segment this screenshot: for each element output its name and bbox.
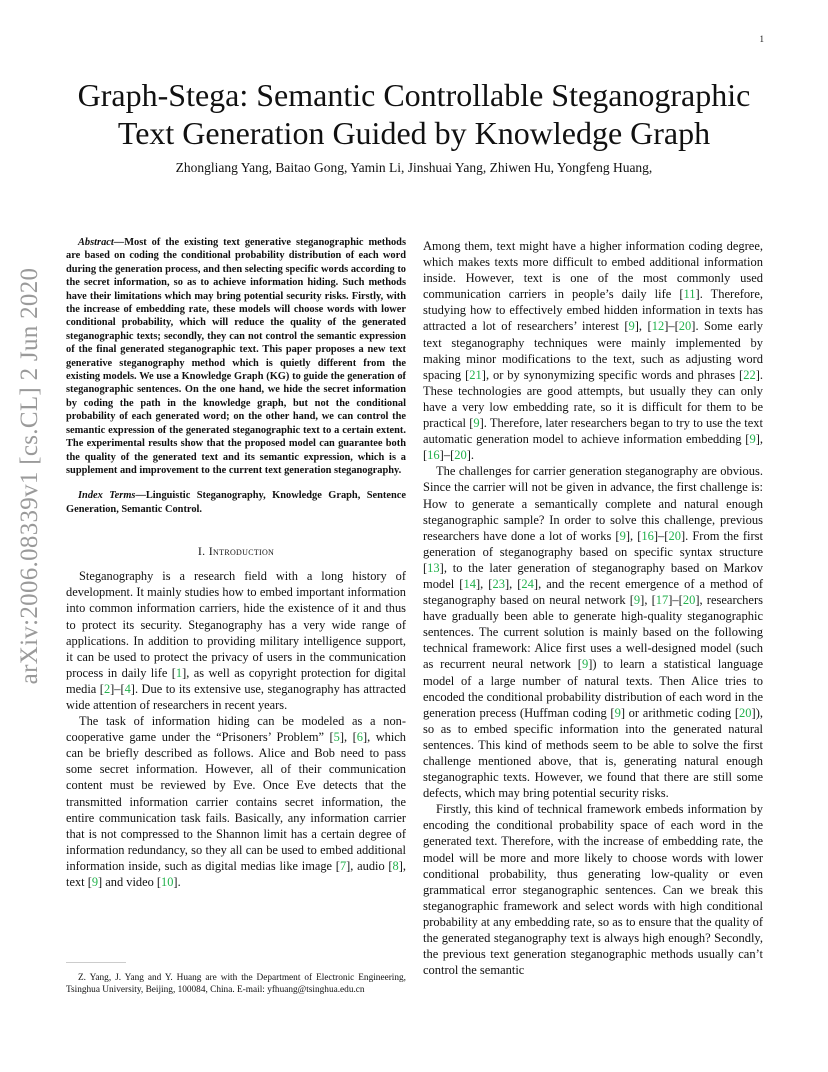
- citation-link[interactable]: 10: [161, 875, 174, 889]
- citation-link[interactable]: 13: [427, 560, 440, 575]
- body-paragraph: [423, 463, 763, 801]
- citation-link[interactable]: 21: [469, 367, 482, 382]
- citation-bracket: [: [469, 416, 474, 431]
- citation-bracket: [: [610, 705, 615, 720]
- citation-bracket: [: [156, 875, 162, 889]
- citation-link[interactable]: 1: [175, 665, 183, 680]
- citation-bracket: ]: [130, 681, 135, 696]
- citation-link[interactable]: 23: [492, 576, 505, 591]
- citation-link[interactable]: 17: [655, 593, 669, 608]
- arxiv-identifier: arXiv:2006.08339v1 [cs.CL] 2 Jun 2020: [16, 267, 43, 685]
- citation-bracket: ]–[: [439, 448, 455, 463]
- right-body-text: [423, 238, 763, 978]
- page-number: 1: [759, 34, 764, 44]
- citation-link[interactable]: 9: [473, 416, 480, 431]
- citation-bracket: [: [388, 858, 393, 873]
- citation-bracket: [: [459, 576, 464, 591]
- author-list: Zhongliang Yang, Baitao Gong, Yamin Li, Jinshuai Yang, Zhiwen Hu, Yongfeng Huang,: [175, 160, 653, 175]
- citation-link[interactable]: 9: [614, 705, 621, 720]
- citation-link[interactable]: 20: [668, 528, 681, 543]
- left-column: [66, 236, 406, 890]
- citation-bracket: ]–[: [668, 593, 683, 608]
- citation-link[interactable]: 20: [454, 448, 467, 463]
- paragraph-text: .: [470, 448, 475, 463]
- citation-bracket: [: [739, 367, 744, 382]
- index-terms-label: Index Terms: [78, 490, 136, 502]
- citation-bracket: ], [: [625, 528, 642, 543]
- abstract: [66, 236, 406, 477]
- citation-link[interactable]: 20: [682, 593, 696, 608]
- title-line-2: Text Generation Guided by Knowledge Graph: [117, 115, 711, 151]
- citation-link[interactable]: 4: [124, 681, 131, 696]
- citation-bracket: [: [745, 432, 750, 447]
- citation-link[interactable]: 5: [333, 730, 340, 745]
- body-paragraph: [66, 568, 406, 713]
- citation-bracket: ], [: [475, 576, 493, 591]
- citation-link[interactable]: 20: [678, 319, 692, 334]
- citation-bracket: ]: [182, 665, 187, 680]
- abstract-label: Abstract: [78, 237, 114, 248]
- citation-bracket: ], [: [504, 576, 522, 591]
- citation-link[interactable]: 16: [641, 528, 654, 543]
- citation-bracket: ]: [479, 416, 484, 431]
- citation-bracket: ]: [173, 875, 178, 889]
- abstract-text: —Most of the existing text generative steganographic methods are based on coding the conditional probability distribution of each word during the generation process, and then selecting specific words according to the secret information, so as to achieve information hiding. Such methods have their limitations which may bring potential security risks. Firstly, with the increase of embedding rate, these models will choose words with lower conditional probability, which will reduce the quality of the generated steganographic texts; secondly, they can not control the semantic expression of the final generated steganographic text. This paper proposes a new text generative steganography method which is quietly different from the existing models. We use a Knowledge Graph (KG) to guide the generation of steganographic sentences. On the one hand, we hide the secret information by coding the path in the knowledge graph, but not the conditional probability of each generated word; on the other hand, we can control the semantic expression of the generated steganographic text to a certain extent. The experimental results show that the proposed model can guarantee both the quality of the generated text and its semantic expression, which is a supplement and improvement to the current text generation steganography.: [66, 237, 406, 476]
- title-line-1: Graph-Stega: Semantic Controllable Steganographic: [77, 77, 751, 113]
- citation-link[interactable]: 12: [651, 319, 665, 334]
- paragraph-text: . Therefore, later researchers began to try to use the text automatic generation model to achieve information embedding: [423, 416, 764, 447]
- citation-link[interactable]: 9: [749, 432, 756, 447]
- citation-bracket: [: [679, 287, 684, 302]
- citation-link[interactable]: 2: [103, 681, 111, 696]
- index-terms: [66, 489, 406, 516]
- citation-link[interactable]: 22: [743, 367, 756, 382]
- citation-link[interactable]: 14: [463, 576, 476, 591]
- citation-bracket: ]: [620, 705, 625, 720]
- citation-bracket: ]: [751, 705, 756, 720]
- paragraph-text: The challenges for carrier generation steganography are obvious. Since the carrier will not be given in advance, the first challenge is: How to generate a semantically complete and natural enough steganographic sample? In order to solve this challenge, previous researchers have done a lot of works: [423, 464, 763, 543]
- paragraph-text: , or by synonymizing specific words and phrases: [485, 367, 740, 382]
- citation-link[interactable]: 11: [683, 287, 696, 302]
- citation-bracket: ], [: [339, 730, 357, 745]
- section-title: Introduction: [208, 544, 275, 559]
- citation-bracket: [: [615, 528, 620, 543]
- citation-bracket: [: [577, 657, 582, 672]
- citation-bracket: ]: [439, 560, 444, 575]
- body-paragraph: [423, 801, 763, 978]
- citation-bracket: ]: [755, 367, 760, 382]
- citation-link[interactable]: 6: [356, 730, 363, 745]
- paper-title: [0, 76, 828, 152]
- citation-bracket: ]–[: [110, 681, 125, 696]
- citation-link[interactable]: 9: [581, 657, 589, 672]
- paragraph-text: The task of information hiding can be modeled as a non-cooperative game under the “Prisoners’ Problem”: [66, 714, 406, 745]
- body-paragraph: [423, 238, 763, 463]
- left-body-text: [66, 568, 406, 890]
- citation-link[interactable]: 20: [739, 705, 752, 720]
- citation-link[interactable]: 24: [521, 576, 534, 591]
- citation-link[interactable]: 9: [633, 593, 641, 608]
- citation-bracket: ]: [481, 367, 486, 382]
- paragraph-text: . From the first generation of steganography based on specific syntax structure: [423, 528, 764, 559]
- citation-bracket: [: [734, 705, 740, 720]
- citation-link[interactable]: 9: [619, 528, 626, 543]
- paragraph-text: ), so as to embed specific information into the generated natural sentences. This kind of methods seem to be able to solve the first challenge mentioned above, that is, generating natural enough steganographic texts. However, we found that there are still some defects, which may bring potential security risks.: [423, 705, 763, 801]
- citation-bracket: [: [171, 665, 176, 680]
- citation-bracket: ]: [691, 319, 696, 334]
- citation-bracket: ]: [588, 657, 593, 672]
- citation-bracket: [: [624, 319, 629, 334]
- citation-bracket: [: [329, 730, 334, 745]
- citation-bracket: ]: [695, 287, 700, 302]
- paragraph-text: Firstly, this kind of technical framework embeds information by encoding the conditional probability space of each word in the generated text. Therefore, with the increase of embedding rate, the model will be more and more likely to choose words with lower conditional probability, thus generating low-quality or even grammatical error steganographic sentences. Can we break this steganographic framework and select words with high conditional probability at any embedding rate, so as to ensure that the quality of the generated steganography text is always high enough? Secondly, the previous text generation steganographic methods usually can’t control the semantic: [423, 802, 763, 978]
- citation-link[interactable]: 8: [392, 858, 399, 873]
- paragraph-text: , which can be briefly described as follows. Alice and Bob need to pass some secret information. However, all of their communication content must be reviewed by Eve. Once Eve detects that the transmitted information carrier contains secret information, the entire communication task fails. Basically, any information carrier that is not compressed to the Shannon limit has a certain degree of information redundancy, so they all can be used to embed additional information inside, such as digital medias like image: [66, 730, 406, 873]
- citation-bracket: ]: [680, 528, 686, 543]
- citation-link[interactable]: 9: [91, 875, 99, 889]
- citation-bracket: [: [335, 858, 340, 873]
- right-column: [423, 238, 763, 978]
- citation-link[interactable]: 16: [427, 448, 440, 463]
- citation-bracket: ], [: [634, 319, 652, 334]
- citation-bracket: ]: [398, 858, 403, 873]
- citation-link[interactable]: 7: [339, 858, 347, 873]
- paragraph-text: , as well as copyright protection for digital media: [66, 665, 406, 696]
- paragraph-text: ) to learn a statistical language model of a large number of natural texts. Then Alice tries to encoded the conditional probability distribution of each word in the generation precess (Huffman coding: [423, 657, 763, 720]
- citation-link[interactable]: 9: [628, 319, 635, 334]
- paragraph-text: Steganography is a research field with a long history of development. It mainly studies how to embed important information into common information carriers, hide the existence of it and thus to protect its security. Steganography has a very wide range of applications. In addition to providing military intelligence support, it can be used to protect the privacy of users in the communication process in daily life: [66, 569, 406, 680]
- paragraph-text: and video: [102, 875, 157, 889]
- citation-bracket: ]: [695, 593, 700, 608]
- index-terms-text: —Linguistic Steganography, Knowledge Graph, Sentence Generation, Semantic Control.: [66, 490, 406, 515]
- citation-bracket: ]–[: [653, 528, 669, 543]
- citation-bracket: [: [99, 681, 104, 696]
- paragraph-text: Among them, text might have a higher information coding degree, which makes texts more difficult to embed additional information inside. However, text is one of the most commonly used communication carriers in people’s daily life: [423, 239, 763, 302]
- paragraph-text: , researchers have gradually been able to generate high-quality steganographic sentences. The current solution is mainly based on the following technical framework: Alice first uses a well-designed model (such as recurrent neural network: [423, 593, 763, 672]
- paragraph-text: , and the recent emergence of a method of steganography based on neural network: [423, 576, 764, 608]
- citation-bracket: ]: [362, 730, 368, 745]
- citation-bracket: [: [629, 593, 634, 608]
- paragraph-text: . Due to its extensive use, steganography has attracted wide attention of researchers in recent years.: [66, 681, 406, 712]
- paragraph-text: . Some early text steganography techniques were mainly implemented by making minor modifications to the text, such as adjusting word spacing: [423, 319, 763, 382]
- citation-bracket: ]–[: [664, 319, 679, 334]
- paragraph-text: , audio: [350, 858, 389, 873]
- citation-bracket: ]: [98, 875, 103, 889]
- paragraph-text: .: [177, 875, 181, 889]
- citation-bracket: ], [: [423, 432, 763, 463]
- citation-bracket: [: [423, 560, 428, 575]
- paragraph-text: , text: [66, 858, 406, 889]
- citation-bracket: ], [: [640, 593, 656, 608]
- paragraph-text: or arithmetic coding: [624, 705, 735, 720]
- citation-bracket: ]: [533, 576, 539, 591]
- section-heading-introduction: [66, 543, 406, 559]
- footnote-divider: [66, 962, 126, 963]
- body-paragraph: [66, 713, 406, 890]
- citation-bracket: [: [87, 875, 92, 889]
- citation-bracket: [: [465, 367, 470, 382]
- paragraph-text: . These technologies are good attempts, but usually they can only have a very low embedding rate, so it is difficult for them to be practical: [423, 367, 763, 431]
- affiliation-footnote: Z. Yang, J. Yang and Y. Huang are with the Department of Electronic Engineering, Tsinghua University, Beijing, 100084, China. E-mail: yfhuang@tsinghua.edu.cn: [66, 973, 406, 995]
- paragraph-text: . Therefore, studying how to effectively embed hidden information in texts has attracted a lot of researchers’ interest: [423, 287, 764, 334]
- section-number: I.: [197, 544, 206, 559]
- arxiv-sidebar: [6, 267, 54, 685]
- citation-bracket: ]: [466, 448, 471, 463]
- citation-bracket: ]: [346, 858, 351, 873]
- paragraph-text: , to the later generation of steganography based on Markov model: [423, 560, 763, 591]
